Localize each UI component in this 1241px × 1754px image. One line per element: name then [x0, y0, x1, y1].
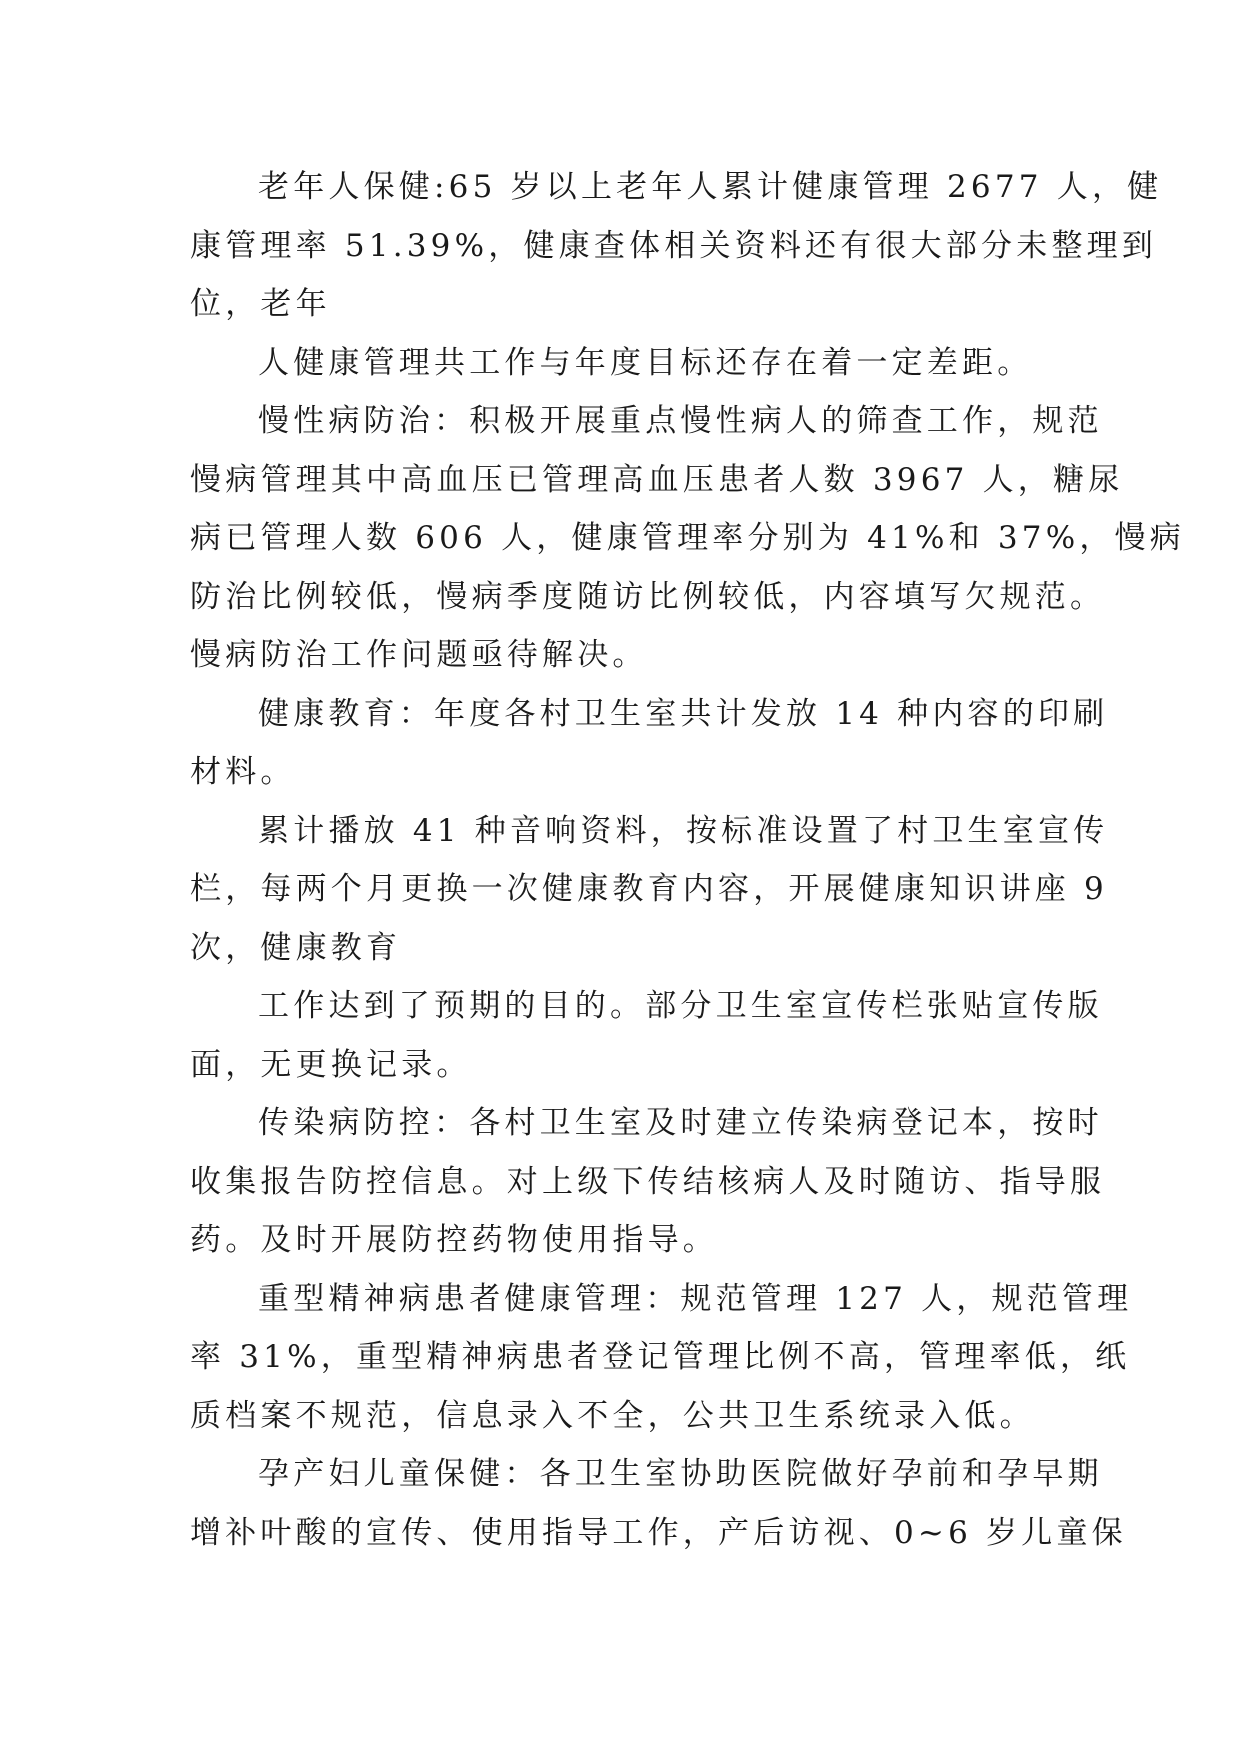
text-line: 病已管理人数 606 人，健康管理率分别为 41%和 37%，慢病 — [190, 520, 1185, 556]
text-line: 传染病防控：各村卫生室及时建立传染病登记本，按时 — [258, 1105, 1103, 1141]
document-body — [190, 158, 1185, 1562]
text-line: 老年人保健:65 岁以上老年人累计健康管理 2677 人，健 — [258, 169, 1163, 205]
text-line: 位，老年 — [190, 286, 331, 322]
text-line: 栏，每两个月更换一次健康教育内容，开展健康知识讲座 9 — [190, 871, 1108, 907]
text-line: 质档案不规范，信息录入不全，公共卫生系统录入低。 — [190, 1397, 1035, 1434]
paragraph-health-education — [190, 685, 1109, 802]
text-line: 慢性病防治：积极开展重点慢性病人的筛查工作，规范 — [258, 403, 1103, 439]
text-line: 孕产妇儿童保健：各卫生室协助医院做好孕前和孕早期 — [258, 1456, 1103, 1492]
text-line: 累计播放 41 种音响资料，按标准设置了村卫生室宣传 — [258, 812, 1109, 849]
paragraph-health-education-audio — [190, 802, 1109, 978]
text-line: 材料。 — [190, 754, 296, 790]
text-line: 率 31%，重型精神病患者登记管理比例不高，管理率低，纸 — [190, 1339, 1131, 1375]
text-line: 增补叶酸的宣传、使用指导工作，产后访视、0~6 岁儿童保 — [190, 1514, 1127, 1551]
text-line: 工作达到了预期的目的。部分卫生室宣传栏张贴宣传版 — [258, 988, 1103, 1024]
text-line: 慢病防治工作问题亟待解决。 — [190, 637, 648, 673]
text-line: 慢病管理其中高血压已管理高血压患者人数 3967 人，糖尿 — [190, 461, 1124, 498]
text-line: 药。及时开展防控药物使用指导。 — [190, 1222, 718, 1258]
paragraph-chronic-disease — [190, 392, 1185, 685]
text-line: 收集报告防控信息。对上级下传结核病人及时随访、指导服 — [190, 1163, 1106, 1200]
paragraph-health-education-cont — [190, 977, 1103, 1094]
paragraph-elderly-health — [190, 158, 1163, 334]
paragraph-elderly-health-cont — [190, 334, 1060, 393]
text-line: 健康教育：年度各村卫生室共计发放 14 种内容的印刷 — [258, 695, 1109, 732]
text-line: 面，无更换记录。 — [190, 1046, 472, 1083]
paragraph-infectious-disease — [190, 1094, 1106, 1270]
text-line: 人健康管理共工作与年度目标还存在着一定差距。 — [258, 344, 1033, 381]
paragraph-maternal-child — [190, 1445, 1127, 1562]
text-line: 防治比例较低，慢病季度随访比例较低，内容填写欠规范。 — [190, 578, 1106, 615]
text-line: 康管理率 51.39%，健康查体相关资料还有很大部分未整理到 — [190, 227, 1158, 264]
paragraph-mental-illness — [190, 1270, 1133, 1446]
text-line: 重型精神病患者健康管理：规范管理 127 人，规范管理 — [258, 1280, 1133, 1317]
text-line: 次，健康教育 — [190, 929, 402, 966]
